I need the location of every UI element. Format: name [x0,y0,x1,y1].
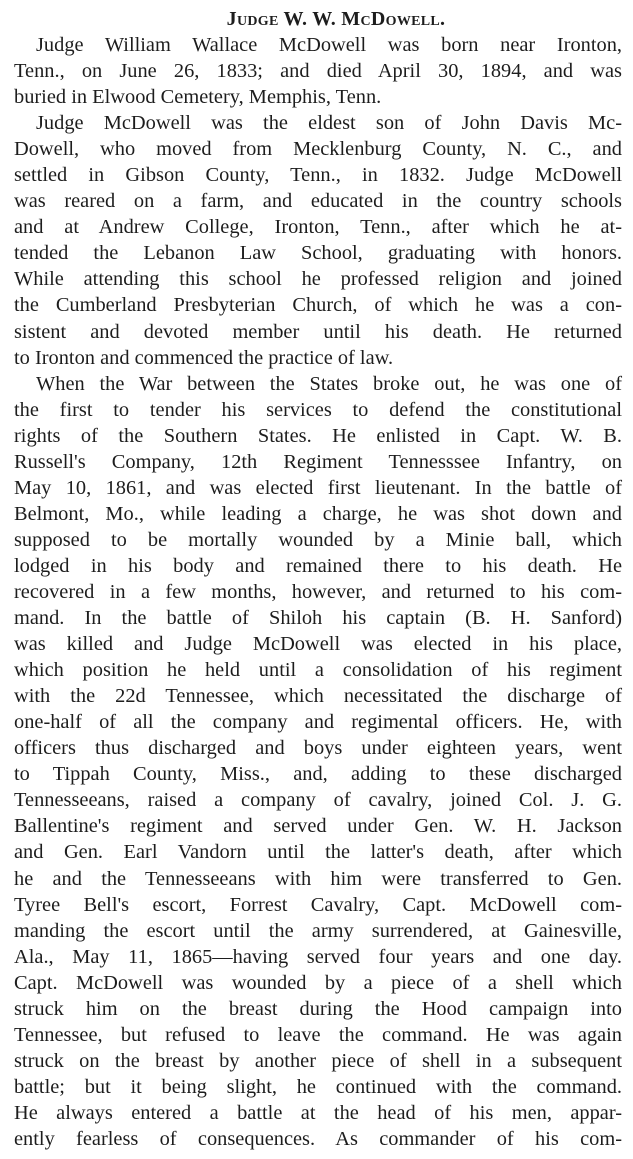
text-line: Belmont, Mo., while leading a charge, he was shot down and [14,502,622,525]
text-line: the first to tender his services to defend the constitutional [14,398,622,421]
text-line: Tyree Bell's escort, Forrest Cavalry, Capt. McDowell com- [14,893,622,916]
text-line: mand. In the battle of Shiloh his captain (B. H. Sanford) [14,607,622,630]
paragraph [14,110,622,370]
text-line: tended the Lebanon Law School, graduating with honors. [14,242,622,265]
text-line: struck on the breast by another piece of shell in a subsequent [14,1049,622,1072]
text-line: rights of the Southern States. He enlisted in Capt. W. B. [14,424,622,447]
text-line: Capt. McDowell was wounded by a piece of a shell which [14,971,622,994]
text-line: Ballentine's regiment and served under Gen. W. H. Jackson [14,815,622,838]
text-line: Judge McDowell was the eldest son of John Davis Mc- [36,112,622,135]
text-line: lodged in his body and remained there to his death. He [14,554,622,577]
text-line: and Gen. Earl Vandorn until the latter's death, after which [14,841,622,864]
text-line: Russell's Company, 12th Regiment Tennesssee Infantry, on [14,450,622,473]
document-page [14,6,622,1152]
text-line: struck him on the breast during the Hood campaign into [14,997,622,1020]
text-line: sistent and devoted member until his death. He returned [14,320,622,343]
text-line: he and the Tennesseeans with him were transferred to Gen. [14,867,622,890]
text-line: one-half of all the company and regimental officers. He, with [14,711,622,734]
text-line: officers thus discharged and boys under eighteen years, went [14,737,622,760]
text-line: While attending this school he professed religion and joined [14,268,622,291]
text-line: Judge William Wallace McDowell was born near Ironton, [36,34,622,56]
text-line: He always entered a battle at the head of his men, appar- [14,1101,622,1124]
text-line: Tennesseeans, raised a company of cavalry, joined Col. J. G. [14,789,622,812]
article-title: Judge W. W. McDowell. [226,8,446,30]
text-line: May 10, 1861, and was elected first lieutenant. In the battle of [14,476,622,499]
text-line: to Ironton and commenced the practice of law. [14,346,394,369]
paragraph [14,32,622,110]
text-line: was killed and Judge McDowell was elected in his place, [14,633,622,656]
text-line: and at Andrew College, Ironton, Tenn., after which he at- [14,216,622,239]
text-line: buried in Elwood Cemetery, Memphis, Tenn. [14,86,382,109]
text-line: ently fearless of consequences. As commander of his com- [14,1127,622,1150]
paragraph [14,371,622,1152]
text-line: Ala., May 11, 1865—having served four years and one day. [14,945,622,968]
text-line: manding the escort until the army surrendered, at Gainesville, [14,919,622,942]
text-line: Tennessee, but refused to leave the command. He was again [14,1023,622,1046]
text-line: which position he held until a consolidation of his regiment [14,659,622,682]
text-line: settled in Gibson County, Tenn., in 1832. Judge McDowell [14,164,622,187]
text-line: battle; but it being slight, he continued with the command. [14,1075,622,1098]
text-line: the Cumberland Presbyterian Church, of which he was a con- [14,294,622,317]
text-line: Tenn., on June 26, 1833; and died April 30, 1894, and was [14,60,622,83]
article-body [14,32,622,1152]
text-line: recovered in a few months, however, and returned to his com- [14,580,622,603]
text-line: was reared on a farm, and educated in the country schools [14,190,622,213]
text-line: to Tippah County, Miss., and, adding to these discharged [14,763,622,786]
text-line: with the 22d Tennessee, which necessitated the discharge of [14,685,622,708]
text-line: supposed to be mortally wounded by a Minie ball, which [14,528,622,551]
text-line: When the War between the States broke out, he was one of [36,372,622,395]
text-line: Dowell, who moved from Mecklenburg County, N. C., and [14,138,622,161]
